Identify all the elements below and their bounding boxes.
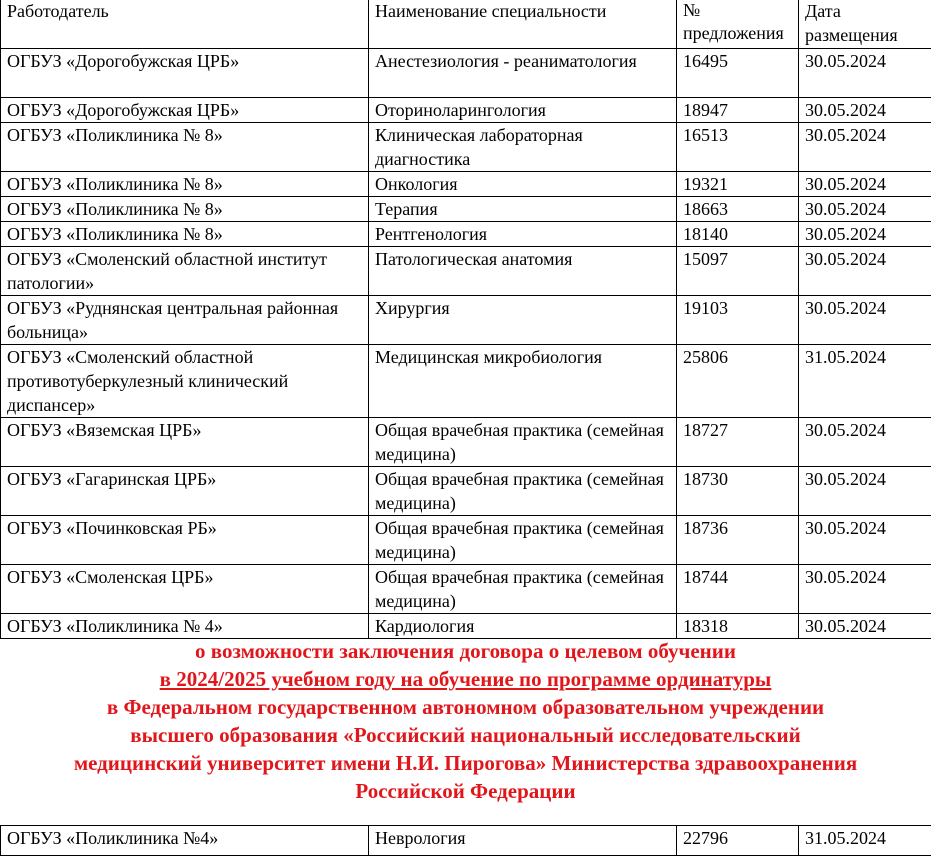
offer-number-cell: 18736: [677, 516, 799, 565]
date-cell: 30.05.2024: [799, 296, 931, 345]
table-row: [1, 565, 931, 614]
offer-number-cell: 25806: [677, 345, 799, 418]
date-cell: 30.05.2024: [799, 516, 931, 565]
specialty-cell: Патологическая анатомия: [369, 247, 677, 296]
date-cell: 30.05.2024: [799, 98, 931, 123]
offer-number-cell: 16513: [677, 123, 799, 172]
notice-line-underlined: [0, 665, 931, 693]
date-cell: 30.05.2024: [799, 123, 931, 172]
table-row: [1, 614, 931, 639]
offer-number-cell: 18663: [677, 197, 799, 222]
offer-number-cell: 18744: [677, 565, 799, 614]
header-number: [677, 0, 799, 49]
specialty-cell: Клиническая лабораторная диагностика: [369, 123, 677, 172]
notice-line: в Федеральном государственном автономном образовательном учреждении: [0, 693, 931, 721]
date-cell: 30.05.2024: [799, 172, 931, 197]
date-cell: 30.05.2024: [799, 418, 931, 467]
employer-cell: ОГБУЗ «Поликлиника № 8»: [1, 172, 369, 197]
specialty-cell: Оториноларингология: [369, 98, 677, 123]
table-header-row: [1, 0, 931, 49]
specialty-cell: Рентгенология: [369, 222, 677, 247]
date-cell: 30.05.2024: [799, 247, 931, 296]
specialty-cell: Общая врачебная практика (семейная медицина): [369, 418, 677, 467]
offer-number-cell: 18730: [677, 467, 799, 516]
employer-cell: ОГБУЗ «Гагаринская ЦРБ»: [1, 467, 369, 516]
employer-cell: ОГБУЗ «Смоленский областной противотуберкулезный клинический диспансер»: [1, 345, 369, 418]
offer-number-cell: 18947: [677, 98, 799, 123]
employer-cell: ОГБУЗ «Дорогобужская ЦРБ»: [1, 98, 369, 123]
header-employer: Работодатель: [1, 0, 369, 49]
notice-line: высшего образования «Российский национальный исследовательский: [0, 721, 931, 749]
table-row: [1, 467, 931, 516]
offer-number-cell: 16495: [677, 49, 799, 98]
date-cell: 31.05.2024: [799, 826, 931, 856]
notice-line: Российской Федерации: [0, 777, 931, 805]
notice-line-text: в 2024/2025 учебном году на обучение по программе ординатуры: [160, 667, 772, 691]
offer-number-cell: 15097: [677, 247, 799, 296]
offer-number-cell: 19321: [677, 172, 799, 197]
specialty-cell: Хирургия: [369, 296, 677, 345]
employer-cell: ОГБУЗ «Руднянская центральная районная больница»: [1, 296, 369, 345]
specialty-cell: Общая врачебная практика (семейная медицина): [369, 467, 677, 516]
specialty-cell: Кардиология: [369, 614, 677, 639]
date-cell: 30.05.2024: [799, 467, 931, 516]
vacancies-table-2: [0, 825, 931, 856]
table-row: [1, 222, 931, 247]
table-row: [1, 345, 931, 418]
notice-line: медицинский университет имени Н.И. Пирогова» Министерства здравоохранения: [0, 749, 931, 777]
date-cell: 31.05.2024: [799, 345, 931, 418]
offer-number-cell: 18318: [677, 614, 799, 639]
table-row: [1, 172, 931, 197]
specialty-cell: Общая врачебная практика (семейная медицина): [369, 565, 677, 614]
header-number-label: предложения: [683, 23, 784, 43]
table-row: [1, 516, 931, 565]
table-row: [1, 296, 931, 345]
specialty-cell: Медицинская микробиология: [369, 345, 677, 418]
specialty-cell: Общая врачебная практика (семейная медицина): [369, 516, 677, 565]
table-row: [1, 197, 931, 222]
table-row: [1, 49, 931, 98]
specialty-cell: Анестезиология - реаниматология: [369, 49, 677, 98]
date-cell: 30.05.2024: [799, 49, 931, 98]
table-row: [1, 247, 931, 296]
employer-cell: ОГБУЗ «Поликлиника № 4»: [1, 614, 369, 639]
employer-cell: ОГБУЗ «Поликлиника № 8»: [1, 197, 369, 222]
employer-cell: ОГБУЗ «Поликлиника № 8»: [1, 123, 369, 172]
header-number-sign: №: [683, 0, 792, 21]
employer-cell: ОГБУЗ «Починковская РБ»: [1, 516, 369, 565]
table-row: [1, 418, 931, 467]
employer-cell: ОГБУЗ «Поликлиника №4»: [1, 826, 369, 856]
header-specialty: Наименование специальности: [369, 0, 677, 49]
offer-number-cell: 19103: [677, 296, 799, 345]
specialty-cell: Онкология: [369, 172, 677, 197]
employer-cell: ОГБУЗ «Поликлиника № 8»: [1, 222, 369, 247]
header-date: Дата размещения: [799, 0, 931, 49]
table-row: [1, 826, 931, 856]
date-cell: 30.05.2024: [799, 614, 931, 639]
offer-number-cell: 18140: [677, 222, 799, 247]
employer-cell: ОГБУЗ «Смоленский областной институт патологии»: [1, 247, 369, 296]
table-row: [1, 123, 931, 172]
table-row: [1, 98, 931, 123]
date-cell: 30.05.2024: [799, 565, 931, 614]
date-cell: 30.05.2024: [799, 197, 931, 222]
date-cell: 30.05.2024: [799, 222, 931, 247]
target-training-notice: [0, 637, 931, 805]
specialty-cell: Терапия: [369, 197, 677, 222]
specialty-cell: Неврология: [369, 826, 677, 856]
employer-cell: ОГБУЗ «Вяземская ЦРБ»: [1, 418, 369, 467]
notice-line: о возможности заключения договора о целевом обучении: [0, 637, 931, 665]
offer-number-cell: 22796: [677, 826, 799, 856]
employer-cell: ОГБУЗ «Дорогобужская ЦРБ»: [1, 49, 369, 98]
offer-number-cell: 18727: [677, 418, 799, 467]
employer-cell: ОГБУЗ «Смоленская ЦРБ»: [1, 565, 369, 614]
